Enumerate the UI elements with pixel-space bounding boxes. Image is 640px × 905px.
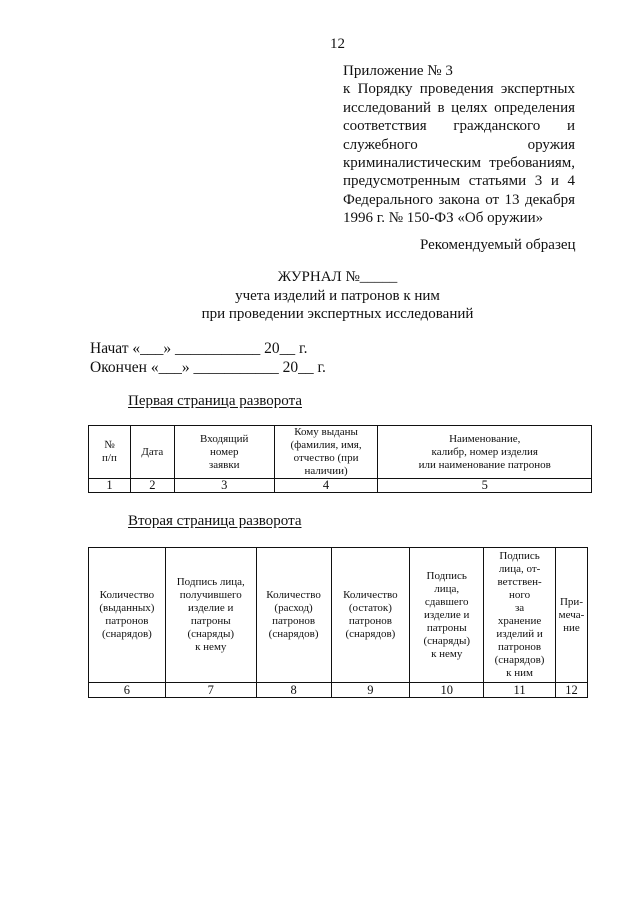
appendix-line: криминалистическим требованиям,	[343, 155, 575, 172]
column-number: 7	[165, 683, 256, 698]
second-spread-table	[88, 547, 588, 698]
page-number: 12	[330, 36, 345, 52]
table-header-row	[89, 548, 588, 683]
column-number: 9	[331, 683, 410, 698]
appendix-line: служебного оружия	[343, 136, 575, 153]
first-spread-title: Первая страница разворота	[128, 393, 302, 409]
header-cell: Количество (выданных) патронов (снарядов)	[89, 548, 166, 683]
column-number: 1	[89, 479, 131, 493]
column-number: 3	[174, 479, 274, 493]
journal-dates	[90, 340, 326, 377]
appendix-header	[343, 62, 575, 228]
table-header-row	[89, 426, 592, 479]
appendix-line: Приложение № 3	[343, 63, 453, 79]
column-number: 11	[484, 683, 556, 698]
header-cell: Наименование, калибр, номер изделия или наименование патронов	[378, 426, 592, 479]
appendix-line: Федерального закона от 13 декабря	[343, 191, 575, 208]
column-number: 10	[410, 683, 484, 698]
appendix-line: 1996 г. № 150-ФЗ «Об оружии»	[343, 210, 544, 227]
column-number: 4	[274, 479, 378, 493]
column-number: 12	[555, 683, 587, 698]
header-cell: Подпись лица, от- ветствен- ного за хранение изделий и патронов (снарядов) к ним	[484, 548, 556, 683]
header-cell: Количество (остаток) патронов (снарядов)	[331, 548, 410, 683]
header-cell: Дата	[130, 426, 174, 479]
appendix-line: предусмотренным статьями 3 и 4	[343, 173, 575, 190]
header-cell: Кому выданы (фамилия, имя, отчество (при наличии)	[274, 426, 378, 479]
recommended-sample-label: Рекомендуемый образец	[420, 237, 576, 253]
appendix-line: соответствия гражданского и	[343, 118, 575, 135]
header-cell: При- меча- ние	[555, 548, 587, 683]
start-date-line: Начат «___» ___________ 20__ г.	[90, 340, 308, 357]
journal-title-block	[0, 268, 640, 324]
header-cell: Подпись лица, сдавшего изделие и патроны (снаряды) к нему	[410, 548, 484, 683]
header-cell: Количество (расход) патронов (снарядов)	[256, 548, 331, 683]
column-number: 5	[378, 479, 592, 493]
header-cell: № п/п	[89, 426, 131, 479]
journal-title: ЖУРНАЛ №_____	[277, 269, 398, 285]
header-cell: Входящий номер заявки	[174, 426, 274, 479]
journal-subtitle: при проведении экспертных исследований	[201, 306, 474, 322]
table-number-row	[89, 479, 592, 493]
end-date-line: Окончен «___» ___________ 20__ г.	[90, 358, 326, 376]
first-spread-table	[88, 425, 592, 493]
column-number: 8	[256, 683, 331, 698]
appendix-line: исследований в целях определения	[343, 99, 575, 116]
column-number: 2	[130, 479, 174, 493]
journal-subtitle: учета изделий и патронов к ним	[235, 287, 440, 304]
appendix-line: к Порядку проведения экспертных	[343, 81, 575, 98]
second-spread-title: Вторая страница разворота	[128, 513, 302, 529]
column-number: 6	[89, 683, 166, 698]
table-number-row	[89, 683, 588, 698]
header-cell: Подпись лица, получившего изделие и патроны (снаряды) к нему	[165, 548, 256, 683]
